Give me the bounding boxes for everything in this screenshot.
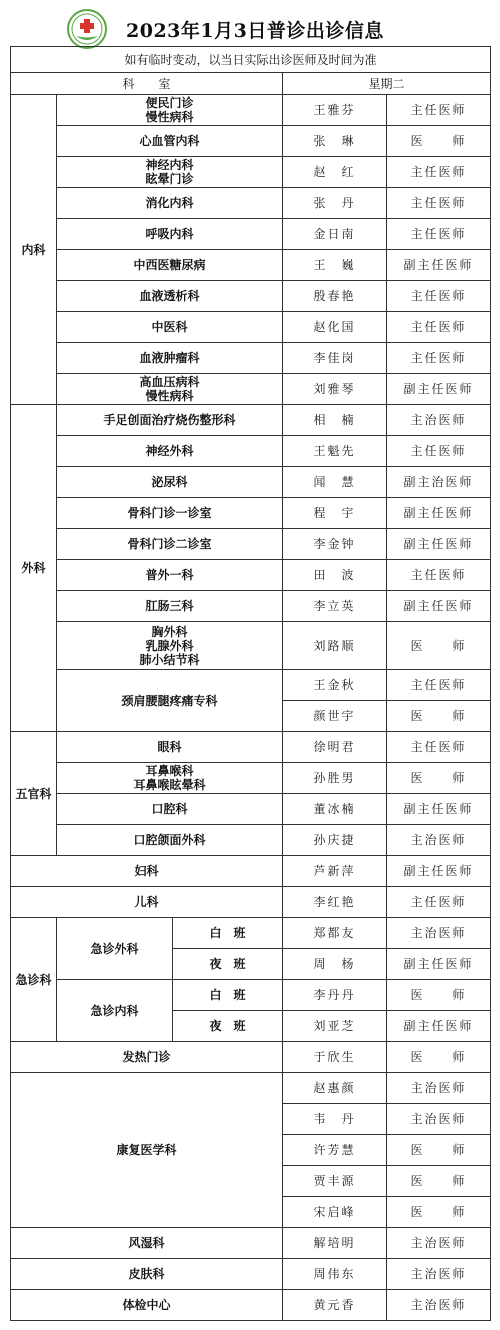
doctor-title: 医 师 — [387, 1135, 491, 1166]
table-row — [11, 498, 491, 529]
dept-cell: 泌尿科 — [57, 467, 283, 498]
doctor-name: 于欣生 — [283, 1042, 387, 1073]
doctor-title: 主治医师 — [387, 1290, 491, 1321]
category-waike: 外科 — [11, 405, 57, 732]
category-jizhen: 急诊科 — [11, 918, 57, 1042]
doctor-name: 芦新萍 — [283, 856, 387, 887]
doctor-name: 颜世宇 — [283, 701, 387, 732]
dept-cell: 口腔科 — [57, 794, 283, 825]
dept-cell: 儿科 — [11, 887, 283, 918]
doctor-title: 副主任医师 — [387, 250, 491, 281]
dept-cell: 消化内科 — [57, 188, 283, 219]
dept-cell: 颈肩腰腿疼痛专科 — [57, 670, 283, 732]
dept-cell: 心血管内科 — [57, 126, 283, 157]
table-row — [11, 188, 491, 219]
shift-night: 夜 班 — [173, 949, 283, 980]
header-row — [11, 73, 491, 95]
dept-cell: 血液肿瘤科 — [57, 343, 283, 374]
doctor-name: 刘雅琴 — [283, 374, 387, 405]
doctor-title: 主任医师 — [387, 343, 491, 374]
doctor-name: 解培明 — [283, 1228, 387, 1259]
table-row — [11, 794, 491, 825]
doctor-name: 刘亚芝 — [283, 1011, 387, 1042]
page-title: 2023年1月3日普诊出诊信息 — [126, 20, 384, 42]
doctor-name: 韦 丹 — [283, 1104, 387, 1135]
table-row — [11, 1042, 491, 1073]
dept-cell: 康复医学科 — [11, 1073, 283, 1228]
dept-cell: 高血压病科 慢性病科 — [57, 374, 283, 405]
doctor-name: 张 丹 — [283, 188, 387, 219]
dept-cell: 手足创面治疗烧伤整形科 — [57, 405, 283, 436]
dept-cell: 神经外科 — [57, 436, 283, 467]
doctor-title: 主任医师 — [387, 188, 491, 219]
doctor-name: 李红艳 — [283, 887, 387, 918]
doctor-name: 赵化国 — [283, 312, 387, 343]
doctor-title: 副主治医师 — [387, 467, 491, 498]
doctor-name: 李立英 — [283, 591, 387, 622]
table-row — [11, 436, 491, 467]
dept-cell: 血液透析科 — [57, 281, 283, 312]
dept-cell: 中医科 — [57, 312, 283, 343]
doctor-name: 王雅芬 — [283, 95, 387, 126]
dept-cell: 胸外科 乳腺外科 肺小结节科 — [57, 622, 283, 670]
doctor-title: 医 师 — [387, 980, 491, 1011]
notice-text: 如有临时变动，以当日实际出诊医师及时间为准 — [11, 47, 491, 73]
doctor-name: 黄元香 — [283, 1290, 387, 1321]
dept-cell: 便民门诊 慢性病科 — [57, 95, 283, 126]
table-row — [11, 374, 491, 405]
doctor-name: 贾丰源 — [283, 1166, 387, 1197]
doctor-name: 金日南 — [283, 219, 387, 250]
doctor-title: 主治医师 — [387, 1259, 491, 1290]
doctor-name: 赵惠颜 — [283, 1073, 387, 1104]
dept-cell: 眼科 — [57, 732, 283, 763]
doctor-title: 主治医师 — [387, 1073, 491, 1104]
notice-row — [11, 47, 491, 73]
doctor-name: 李丹丹 — [283, 980, 387, 1011]
table-row — [11, 591, 491, 622]
dept-cell: 呼吸内科 — [57, 219, 283, 250]
doctor-title: 副主任医师 — [387, 498, 491, 529]
table-row — [11, 980, 491, 1011]
doctor-title: 主任医师 — [387, 157, 491, 188]
table-row — [11, 1073, 491, 1104]
doctor-name: 李佳岗 — [283, 343, 387, 374]
dept-cell: 普外一科 — [57, 560, 283, 591]
doctor-name: 赵 红 — [283, 157, 387, 188]
shift-day: 白 班 — [173, 980, 283, 1011]
doctor-name: 孙庆捷 — [283, 825, 387, 856]
doctor-name: 王 巍 — [283, 250, 387, 281]
table-row — [11, 312, 491, 343]
dept-cell: 肛肠三科 — [57, 591, 283, 622]
doctor-name: 殷春艳 — [283, 281, 387, 312]
dept-cell: 中西医糖尿病 — [57, 250, 283, 281]
dept-cell: 发热门诊 — [11, 1042, 283, 1073]
doctor-title: 主治医师 — [387, 405, 491, 436]
table-row — [11, 126, 491, 157]
doctor-title: 主任医师 — [387, 560, 491, 591]
table-row — [11, 281, 491, 312]
table-row — [11, 343, 491, 374]
table-row — [11, 1290, 491, 1321]
table-row — [11, 1259, 491, 1290]
doctor-title: 主治医师 — [387, 918, 491, 949]
dept-cell: 耳鼻喉科 耳鼻喉眩晕科 — [57, 763, 283, 794]
table-row — [11, 622, 491, 670]
doctor-name: 宋启峰 — [283, 1197, 387, 1228]
doctor-title: 主任医师 — [387, 732, 491, 763]
doctor-title: 主任医师 — [387, 95, 491, 126]
shift-night: 夜 班 — [173, 1011, 283, 1042]
dept-cell: 骨科门诊一诊室 — [57, 498, 283, 529]
doctor-name: 王金秋 — [283, 670, 387, 701]
dept-cell: 急诊外科 — [57, 918, 173, 980]
table-row — [11, 529, 491, 560]
doctor-name: 闻 慧 — [283, 467, 387, 498]
table-row — [11, 250, 491, 281]
dept-cell: 妇科 — [11, 856, 283, 887]
doctor-title: 主任医师 — [387, 436, 491, 467]
hospital-logo-icon — [66, 8, 108, 50]
doctor-name: 田 波 — [283, 560, 387, 591]
doctor-title: 主治医师 — [387, 1104, 491, 1135]
table-row — [11, 95, 491, 126]
doctor-title: 副主任医师 — [387, 1011, 491, 1042]
doctor-title: 医 师 — [387, 763, 491, 794]
dept-cell: 口腔颌面外科 — [57, 825, 283, 856]
doctor-name: 孙胜男 — [283, 763, 387, 794]
schedule-table — [10, 46, 491, 1321]
doctor-title: 主任医师 — [387, 281, 491, 312]
page-header — [10, 8, 490, 46]
doctor-title: 主任医师 — [387, 887, 491, 918]
doctor-title: 副主任医师 — [387, 794, 491, 825]
doctor-name: 刘路顺 — [283, 622, 387, 670]
table-row — [11, 918, 491, 949]
table-row — [11, 825, 491, 856]
doctor-title: 医 师 — [387, 1197, 491, 1228]
header-day: 星期二 — [283, 73, 491, 95]
dept-cell: 体检中心 — [11, 1290, 283, 1321]
doctor-name: 周伟东 — [283, 1259, 387, 1290]
shift-day: 白 班 — [173, 918, 283, 949]
doctor-title: 医 师 — [387, 126, 491, 157]
doctor-title: 医 师 — [387, 1042, 491, 1073]
doctor-title: 主治医师 — [387, 1228, 491, 1259]
doctor-title: 副主任医师 — [387, 529, 491, 560]
table-row — [11, 219, 491, 250]
table-row — [11, 157, 491, 188]
doctor-name: 程 宇 — [283, 498, 387, 529]
doctor-name: 董冰楠 — [283, 794, 387, 825]
category-wuguan: 五官科 — [11, 732, 57, 856]
dept-cell: 皮肤科 — [11, 1259, 283, 1290]
doctor-name: 相 楠 — [283, 405, 387, 436]
table-row — [11, 560, 491, 591]
doctor-name: 许芳慧 — [283, 1135, 387, 1166]
doctor-name: 王魁先 — [283, 436, 387, 467]
doctor-title: 主任医师 — [387, 312, 491, 343]
dept-cell: 神经内科 眩晕门诊 — [57, 157, 283, 188]
doctor-title: 医 师 — [387, 701, 491, 732]
table-row — [11, 670, 491, 701]
doctor-name: 张 琳 — [283, 126, 387, 157]
dept-cell: 风湿科 — [11, 1228, 283, 1259]
doctor-title: 副主任医师 — [387, 591, 491, 622]
header-dept: 科 室 — [11, 73, 283, 95]
doctor-title: 医 师 — [387, 622, 491, 670]
table-row — [11, 467, 491, 498]
table-row — [11, 763, 491, 794]
doctor-title: 副主任医师 — [387, 374, 491, 405]
dept-cell: 骨科门诊二诊室 — [57, 529, 283, 560]
doctor-name: 周 杨 — [283, 949, 387, 980]
doctor-title: 主任医师 — [387, 219, 491, 250]
table-row — [11, 1228, 491, 1259]
table-row — [11, 887, 491, 918]
doctor-name: 徐明君 — [283, 732, 387, 763]
doctor-name: 郑都友 — [283, 918, 387, 949]
doctor-title: 主任医师 — [387, 670, 491, 701]
table-row — [11, 405, 491, 436]
table-row — [11, 732, 491, 763]
dept-cell: 急诊内科 — [57, 980, 173, 1042]
doctor-title: 副主任医师 — [387, 856, 491, 887]
table-row — [11, 856, 491, 887]
doctor-title: 主治医师 — [387, 825, 491, 856]
doctor-title: 副主任医师 — [387, 949, 491, 980]
doctor-name: 李金钟 — [283, 529, 387, 560]
doctor-title: 医 师 — [387, 1166, 491, 1197]
category-neike: 内科 — [11, 95, 57, 405]
